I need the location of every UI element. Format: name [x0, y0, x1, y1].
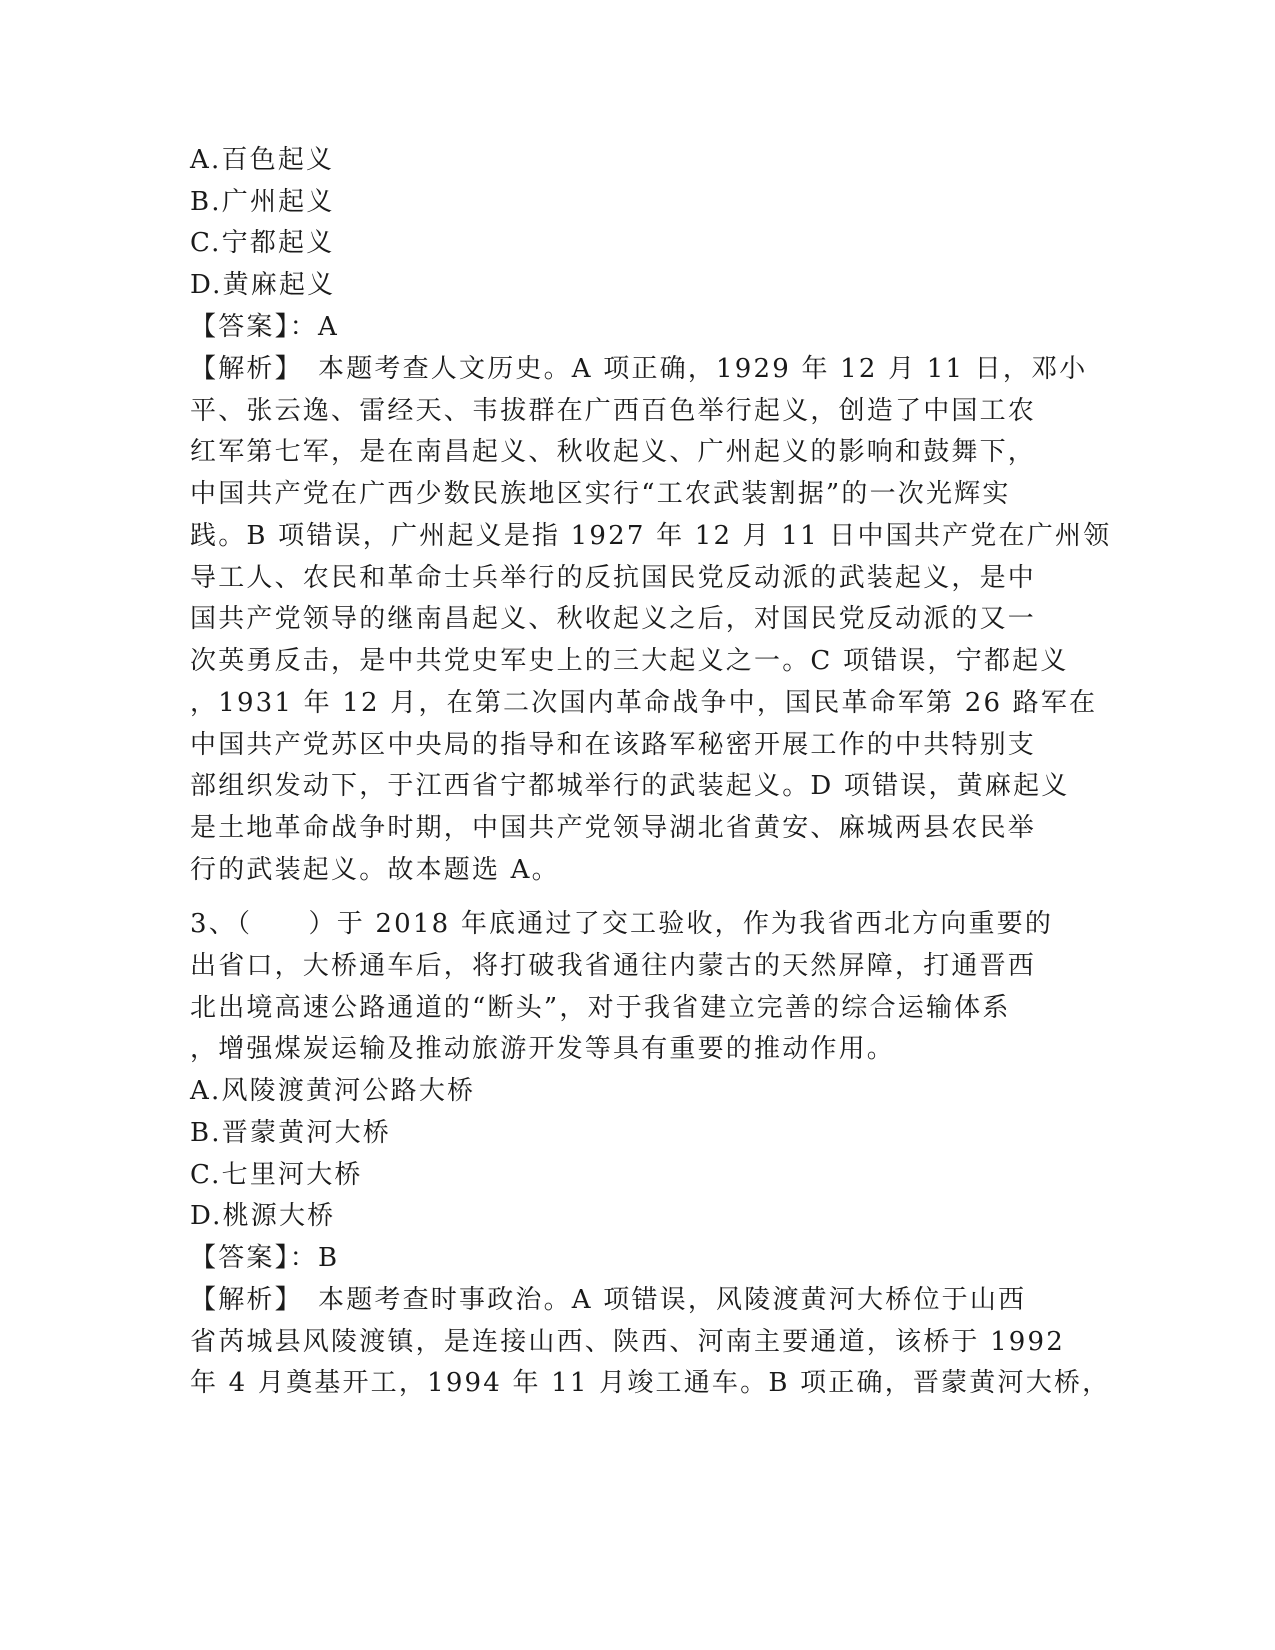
q2-analysis-line: 行的武装起义。故本题选 A。	[190, 855, 560, 885]
q2-option-c: C.宁都起义	[190, 228, 335, 258]
q3-analysis-line: 年 4 月奠基开工，1994 年 11 月竣工通车。B 项正确，晋蒙黄河大桥，	[190, 1368, 1111, 1398]
q3-option-c: C.七里河大桥	[190, 1160, 363, 1190]
q2-analysis-line: 部组织发动下，于江西省宁都城举行的武装起义。D 项错误，黄麻起义	[190, 771, 1070, 801]
q3-stem-line: 北出境高速公路通道的“断头”，对于我省建立完善的综合运输体系	[190, 993, 1011, 1023]
q2-analysis-line: 国共产党领导的继南昌起义、秋收起义之后，对国民党反动派的又一	[190, 604, 1037, 634]
q2-answer: 【答案】：A	[190, 312, 339, 342]
q3-analysis-line: 【解析】 本题考查时事政治。A 项错误，风陵渡黄河大桥位于山西	[190, 1285, 1027, 1315]
q3-analysis-line: 省芮城县风陵渡镇，是连接山西、陕西、河南主要通道，该桥于 1992	[190, 1327, 1066, 1357]
q2-analysis-line: 中国共产党在广西少数民族地区实行“工农武装割据”的一次光辉实	[190, 479, 1011, 509]
q2-analysis-line: 次英勇反击，是中共党史军史上的三大起义之一。C 项错误，宁都起义	[190, 646, 1069, 676]
q2-analysis-line: 中国共产党苏区中央局的指导和在该路军秘密开展工作的中共特别支	[190, 730, 1037, 760]
q2-option-d: D.黄麻起义	[190, 270, 336, 300]
q2-analysis-line: 红军第七军，是在南昌起义、秋收起义、广州起义的影响和鼓舞下，	[190, 437, 1037, 467]
q3-stem-line: 3、（ ）于 2018 年底通过了交工验收，作为我省西北方向重要的	[190, 909, 1054, 939]
q3-option-d: D.桃源大桥	[190, 1201, 336, 1231]
q2-option-b: B.广州起义	[190, 187, 335, 217]
q2-analysis-line: 践。B 项错误，广州起义是指 1927 年 12 月 11 日中国共产党在广州领	[190, 521, 1112, 551]
q3-answer: 【答案】：B	[190, 1243, 340, 1273]
q3-stem-line: ，增强煤炭运输及推动旅游开发等具有重要的推动作用。	[190, 1034, 896, 1064]
q2-option-a: A.百色起义	[190, 145, 335, 175]
q2-analysis-line: 是土地革命战争时期，中国共产党领导湖北省黄安、麻城两县农民举	[190, 813, 1037, 843]
q2-analysis-line: ，1931 年 12 月，在第二次国内革命战争中，国民革命军第 26 路军在	[190, 688, 1098, 718]
q2-analysis-line: 平、张云逸、雷经天、韦拔群在广西百色举行起义，创造了中国工农	[190, 396, 1037, 426]
q3-option-b: B.晋蒙黄河大桥	[190, 1118, 391, 1148]
q2-analysis-line: 导工人、农民和革命士兵举行的反抗国民党反动派的武装起义，是中	[190, 563, 1037, 593]
q3-option-a: A.风陵渡黄河公路大桥	[190, 1076, 476, 1106]
q3-stem-line: 出省口，大桥通车后，将打破我省通往内蒙古的天然屏障，打通晋西	[190, 951, 1037, 981]
q2-analysis-line: 【解析】 本题考查人文历史。A 项正确，1929 年 12 月 11 日，邓小	[190, 354, 1088, 384]
